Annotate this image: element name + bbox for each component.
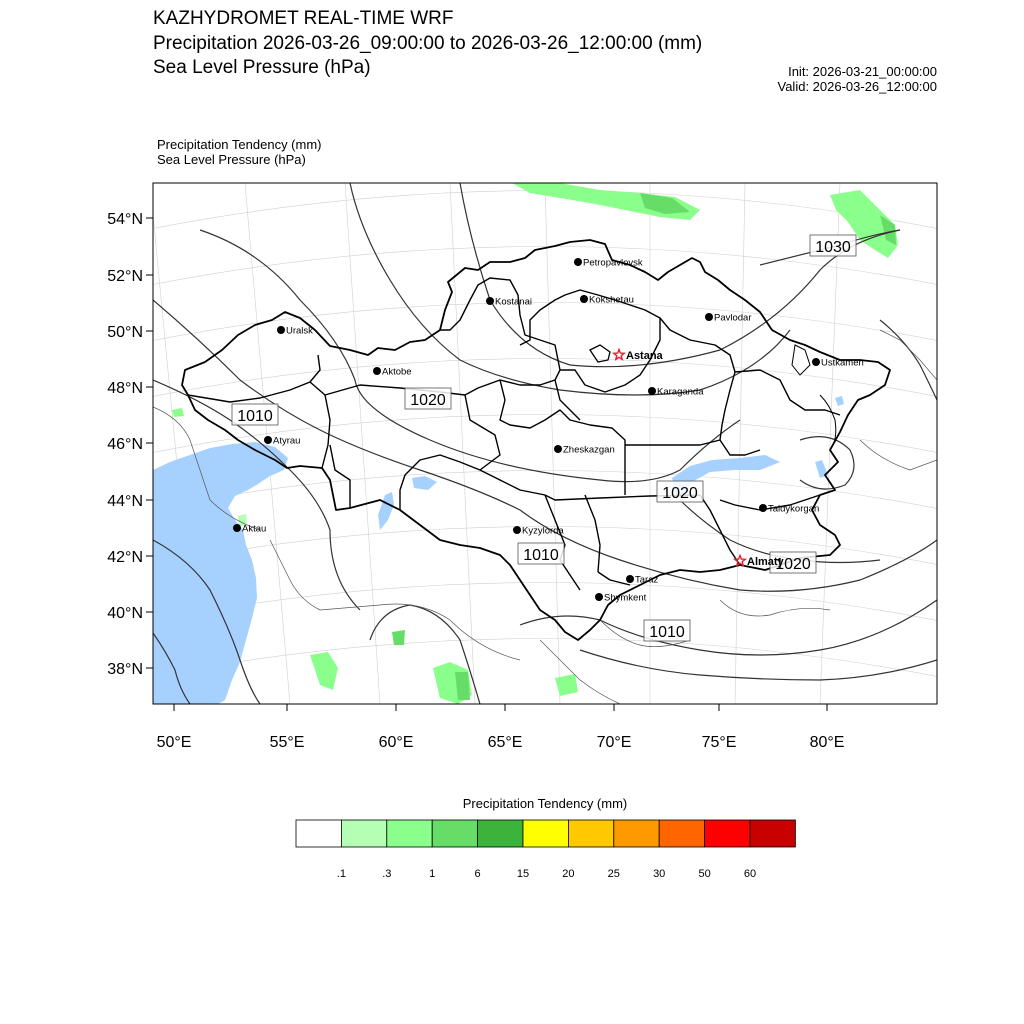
city-karaganda [648, 387, 704, 398]
lat-tick-label: 40°N [107, 605, 143, 622]
isobar-label [518, 543, 564, 564]
map-subtitle-precip: Precipitation 2026-03-26_09:00:00 to 2026-03-26_12:00:00 (mm) [153, 33, 703, 54]
colorbar-swatch [750, 820, 795, 847]
city-dot-icon [574, 258, 582, 266]
lat-tick-label: 48°N [107, 380, 143, 397]
svg-text:1020: 1020 [410, 392, 446, 409]
map-subtitle-slp: Sea Level Pressure (hPa) [153, 57, 371, 78]
svg-text:Shymkent: Shymkent [604, 592, 647, 604]
svg-text:1020: 1020 [775, 556, 811, 573]
svg-text:1010: 1010 [649, 624, 685, 641]
city-dot-icon [648, 387, 656, 395]
svg-text:Kyzylorda: Kyzylorda [522, 525, 564, 537]
lat-labels [107, 211, 143, 678]
colorbar-swatch [705, 820, 750, 847]
colorbar-tick-label: .1 [336, 868, 346, 880]
lat-tick-label: 38°N [107, 661, 143, 678]
isobar-label [657, 481, 703, 502]
colorbar-tick-label: 25 [607, 868, 620, 880]
city-dot-icon [812, 358, 820, 366]
colorbar-tick-label: 15 [516, 868, 530, 880]
init-time: Init: 2026-03-21_00:00:00 [788, 64, 937, 79]
lon-tick-label: 65°E [487, 734, 523, 751]
colorbar-swatch [568, 820, 613, 847]
lon-tick-label: 55°E [269, 734, 305, 751]
city-kokshetau [580, 295, 634, 306]
colorbar-swatch [523, 820, 568, 847]
city-taldykorgan [759, 504, 819, 515]
svg-text:Petropavlovsk: Petropavlovsk [583, 257, 643, 269]
city-dot-icon [233, 524, 241, 532]
city-dot-icon [595, 593, 603, 601]
field-label-precip: Precipitation Tendency (mm) [157, 137, 322, 152]
lat-tick-label: 54°N [107, 211, 143, 228]
colorbar-ticks [337, 868, 756, 880]
isobar-label [810, 235, 856, 256]
svg-text:1010: 1010 [237, 408, 273, 425]
colorbar-swatch [478, 820, 523, 847]
svg-text:Kostanai: Kostanai [495, 296, 532, 308]
city-dot-icon [580, 295, 588, 303]
colorbar-tick-label: 50 [698, 868, 711, 880]
colorbar [296, 820, 795, 847]
city-petropavlovsk [574, 258, 643, 269]
lon-ticks [174, 704, 827, 711]
valid-time: Valid: 2026-03-26_12:00:00 [777, 79, 937, 94]
isobar-label [232, 404, 278, 425]
colorbar-swatch [296, 820, 341, 847]
lat-tick-label: 44°N [107, 493, 143, 510]
svg-text:1020: 1020 [662, 485, 698, 502]
city-dot-icon [373, 367, 381, 375]
colorbar-title: Precipitation Tendency (mm) [462, 796, 628, 811]
city-dot-icon [513, 526, 521, 534]
colorbar-swatch [341, 820, 386, 847]
colorbar-swatch [659, 820, 704, 847]
colorbar-tick-label: 60 [743, 868, 757, 880]
colorbar-tick-label: .3 [382, 868, 392, 880]
lat-ticks [146, 218, 153, 668]
svg-text:Astana: Astana [626, 350, 663, 362]
svg-text:Atyrau: Atyrau [273, 435, 301, 447]
lat-tick-label: 50°N [107, 324, 143, 341]
isobar-label [644, 620, 690, 641]
colorbar-tick-label: 1 [429, 868, 436, 880]
colorbar-tick-label: 20 [562, 868, 575, 880]
lat-tick-label: 42°N [107, 549, 143, 566]
city-dot-icon [264, 436, 272, 444]
svg-text:Aktobe: Aktobe [382, 366, 412, 378]
svg-text:Almaty: Almaty [747, 556, 784, 568]
lon-tick-label: 50°E [156, 734, 192, 751]
colorbar-tick-label: 30 [653, 868, 666, 880]
colorbar-swatch [432, 820, 477, 847]
svg-text:Ustkamen: Ustkamen [821, 357, 864, 369]
lon-tick-label: 60°E [378, 734, 414, 751]
svg-text:Taldykorgan: Taldykorgan [768, 503, 820, 515]
svg-text:Taraz: Taraz [635, 574, 659, 586]
field-label-slp: Sea Level Pressure (hPa) [157, 152, 306, 167]
city-zheskazgan [554, 445, 615, 456]
svg-text:Karaganda: Karaganda [657, 386, 704, 398]
map-title: KAZHYDROMET REAL-TIME WRF [153, 8, 454, 29]
colorbar-swatch [387, 820, 432, 847]
map-canvas [140, 183, 950, 704]
svg-text:Uralsk: Uralsk [286, 325, 313, 337]
lon-labels [157, 734, 845, 751]
lon-tick-label: 80°E [809, 734, 845, 751]
lon-tick-label: 70°E [596, 734, 632, 751]
svg-text:1030: 1030 [815, 239, 851, 256]
city-dot-icon [554, 445, 562, 453]
colorbar-tick-label: 6 [474, 868, 481, 880]
city-dot-icon [277, 326, 285, 334]
svg-text:1010: 1010 [523, 547, 559, 564]
svg-text:Aktau: Aktau [242, 523, 267, 535]
city-dot-icon [759, 504, 767, 512]
colorbar-swatch [614, 820, 659, 847]
isobar-label [405, 388, 451, 409]
svg-text:Kokshetau: Kokshetau [589, 294, 634, 306]
city-dot-icon [486, 297, 494, 305]
svg-text:Pavlodar: Pavlodar [714, 312, 752, 324]
lat-tick-label: 52°N [107, 268, 143, 285]
city-dot-icon [626, 575, 634, 583]
city-dot-icon [705, 313, 713, 321]
lon-tick-label: 75°E [701, 734, 737, 751]
lat-tick-label: 46°N [107, 436, 143, 453]
svg-text:Zheskazgan: Zheskazgan [563, 444, 615, 456]
